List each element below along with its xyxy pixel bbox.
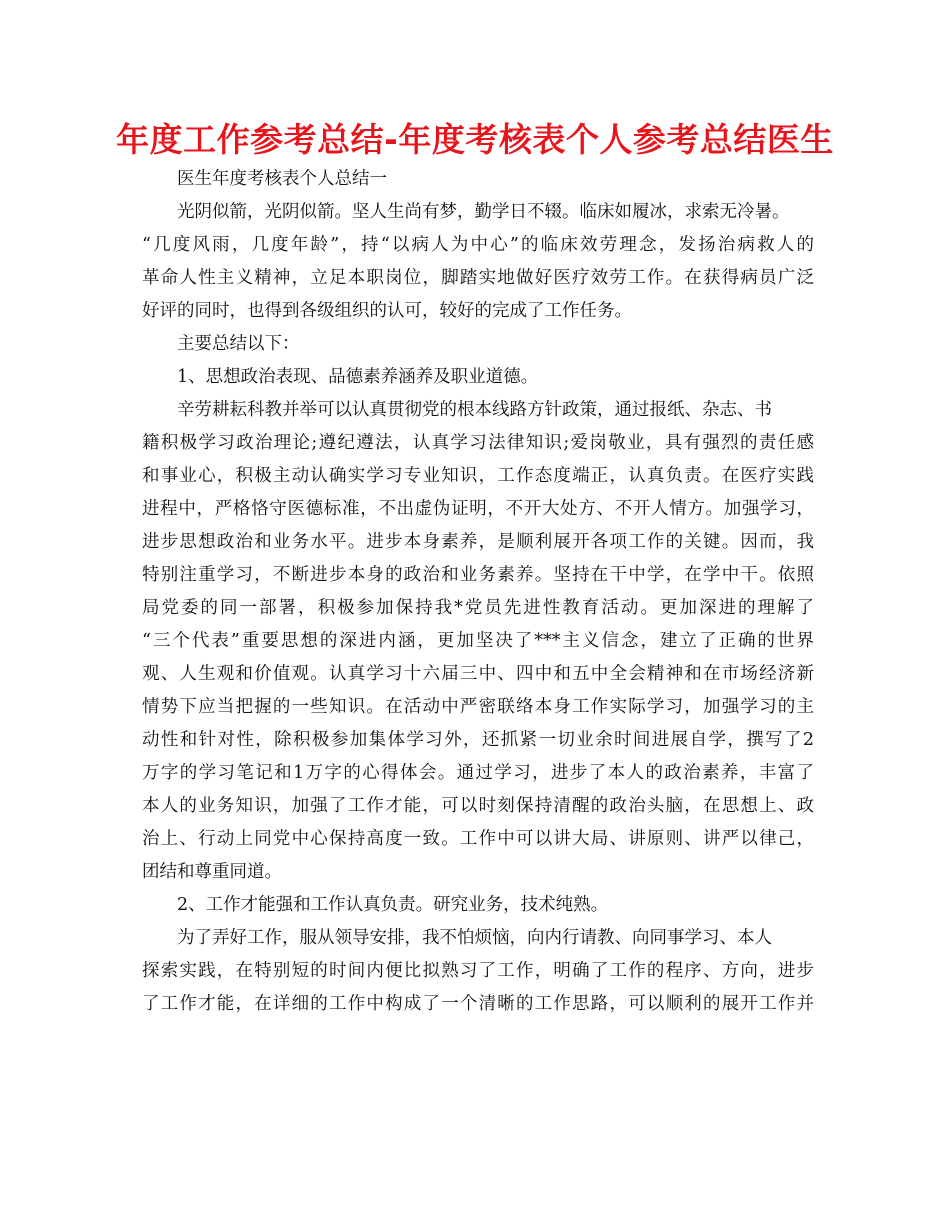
text-line: 特别注重学习，不断进步本身的政治和业务素养。坚持在干中学，在学中干。依照 xyxy=(142,565,814,585)
paragraph-4 xyxy=(142,922,814,1021)
document-title: 年度工作参考总结-年度考核表个人参考总结医生 xyxy=(116,120,834,159)
paragraph-3 xyxy=(142,394,814,889)
subtitle: 医生年度考核表个人总结一 xyxy=(177,169,387,189)
text-line: “三个代表”重要思想的深进内涵，更加坚决了***主义信念，建立了正确的世界 xyxy=(142,631,814,651)
text-line: 进步思想政治和业务水平。进步本身素养，是顺利展开各项工作的关键。因而，我 xyxy=(142,532,814,552)
section-heading-1: 1、思想政治表现、品德素养涵养及职业道德。 xyxy=(177,367,539,387)
section-heading-2: 2、工作才能强和工作认真负责。研究业务，技术纯熟。 xyxy=(177,895,609,915)
text-line: 观、人生观和价值观。认真学习十六届三中、四中和五中全会精神和在市场经济新 xyxy=(142,664,814,684)
text-line: 局党委的同一部署，积极参加保持我*党员先进性教育活动。更加深进的理解了 xyxy=(142,598,814,618)
text-line: 为了弄好工作，服从领导安排，我不怕烦恼，向内行请教、向同事学习、本人 xyxy=(177,928,772,948)
text-line: 团结和尊重同道。 xyxy=(142,862,282,882)
text-line: 辛劳耕耘科教并举可以认真贯彻党的根本线路方针政策，通过报纸、杂志、书 xyxy=(177,400,772,420)
document-body xyxy=(142,163,814,1021)
text-line: 籍积极学习政治理论;遵纪遵法，认真学习法律知识;爱岗敬业，具有强烈的责任感 xyxy=(142,433,814,453)
text-line: “几度风雨，几度年龄”，持“以病人为中心”的临床效劳理念，发扬治病救人的 xyxy=(142,235,814,255)
text-line: 情势下应当把握的一些知识。在活动中严密联络本身工作实际学习，加强学习的主 xyxy=(142,697,814,717)
text-line: 探索实践，在特别短的时间内便比拟熟习了工作，明确了工作的程序、方向，进步 xyxy=(142,961,814,981)
text-line: 革命人性主义精神，立足本职岗位，脚踏实地做好医疗效劳工作。在获得病员广泛 xyxy=(142,268,814,288)
text-line: 动性和针对性，除积极参加集体学习外，还抓紧一切业余时间进展自学，撰写了2 xyxy=(142,730,814,750)
text-line: 了工作才能，在详细的工作中构成了一个清晰的工作思路，可以顺利的展开工作并 xyxy=(142,994,814,1014)
paragraph-1 xyxy=(142,196,814,328)
text-line: 好评的同时，也得到各级组织的认可，较好的完成了工作任务。 xyxy=(142,301,632,321)
paragraph-2: 主要总结以下： xyxy=(177,334,300,354)
text-line: 光阴似箭，光阴似箭。坚人生尚有梦，勤学日不辍。临床如履冰，求索无冷暑。 xyxy=(177,202,790,222)
text-line: 进程中，严格恪守医德标准，不出虚伪证明，不开大处方、不开人情方。加强学习， xyxy=(142,499,814,519)
text-line: 本人的业务知识，加强了工作才能，可以时刻保持清醒的政治头脑，在思想上、政 xyxy=(142,796,814,816)
text-line: 治上、行动上同党中心保持高度一致。工作中可以讲大局、讲原则、讲严以律己， xyxy=(142,829,814,849)
text-line: 和事业心，积极主动认确实学习专业知识，工作态度端正，认真负责。在医疗实践 xyxy=(142,466,814,486)
text-line: 万字的学习笔记和1万字的心得体会。通过学习，进步了本人的政治素养，丰富了 xyxy=(142,763,814,783)
